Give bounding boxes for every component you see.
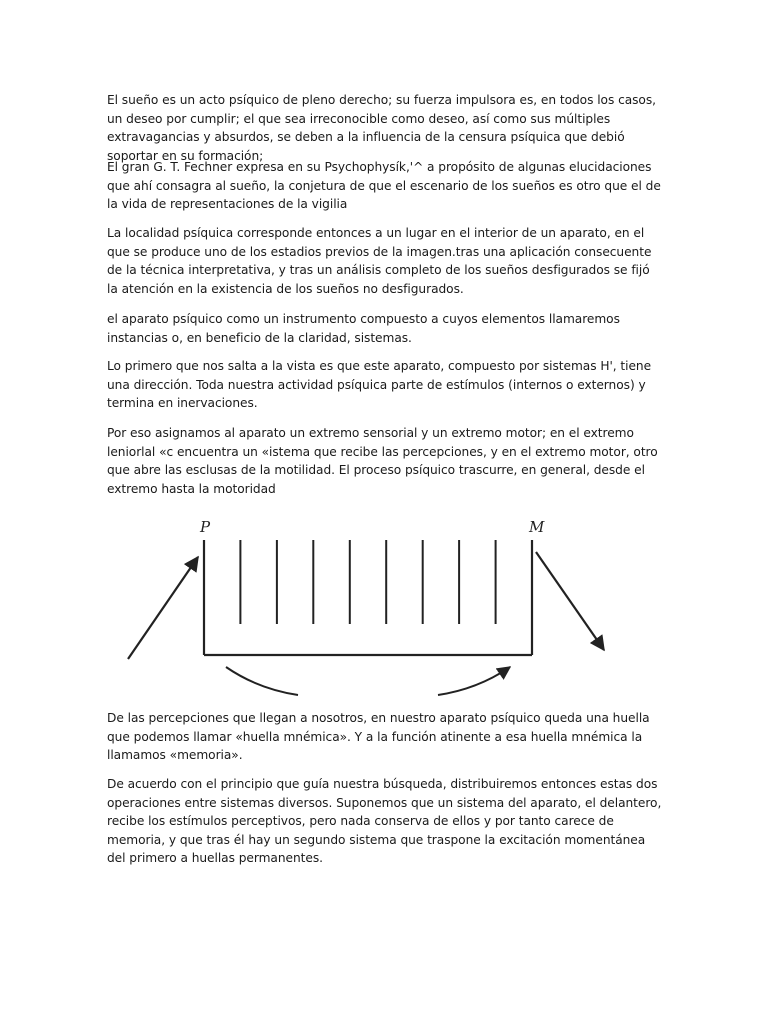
psychic-apparatus-diagram [118,512,618,697]
paragraph-2: El gran G. T. Fechner expresa en su Psychophysík,'^ a propósito de algunas elucidaciones que ahí consagra al sueño, la conjetura de que el escenario de los sueños es otro que el de la vida de representaciones de la vigilia [107,160,661,211]
paragraph-1: El sueño es un acto psíquico de pleno derecho; su fuerza impulsora es, en todos los casos, un deseo por cumplir; el que sea irreconocible como deseo, así como sus múltiples extravagancias y absurdos, se deben a la influencia de la censura psíquica que debió soportar en su formación; [107,93,656,163]
paragraph-7: De las percepciones que llegan a nosotros, en nuestro aparato psíquico queda una huella que podemos llamar «huella mnémica». Y a la función atinente a esa huella mnémica la llamamos «memoria». [107,711,650,762]
label-m: M [529,518,545,536]
diagram-svg [118,512,618,697]
paragraph-5: Lo primero que nos salta a la vista es que este aparato, compuesto por sistemas H', tiene una dirección. Toda nuestra actividad psíquica parte de estímulos (internos o externos) y termina en inervaciones. [107,359,652,410]
incoming-arrow [128,557,198,659]
paragraph-6: Por eso asignamos al aparato un extremo sensorial y un extremo motor; en el extremo leniorlal «c encuentra un «istema que recibe las percepciones, y en el extremo motor, otro que abre las esclusas de la motilidad. El proceso psíquico trascurre, en general, desde el extremo hasta la motoridad [107,426,658,496]
flow-arc-left [226,667,298,695]
paragraph-4: el aparato psíquico como un instrumento compuesto a cuyos elementos llamaremos instancias o, en beneficio de la claridad, sistemas. [107,312,620,345]
inner-system-lines [240,540,495,624]
outgoing-arrow [536,552,604,650]
paragraph-3: La localidad psíquica corresponde entonces a un lugar en el interior de un aparato, en el que se produce uno de los estadios previos de la imagen.tras una aplicación consecuente de la técnica interpretativa, y tras un análisis completo de los sueños desfigurados se fijó la atención en la existencia de los sueños no desfigurados. [107,226,652,296]
paragraph-8: De acuerdo con el principio que guía nuestra búsqueda, distribuiremos entonces estas dos operaciones entre sistemas diversos. Suponemos que un sistema del aparato, el delantero, recibe los estímulos perceptivos, pero nada conserva de ellos y por tanto carece de memoria, y que tras él hay un segundo sistema que traspone la excitación momentánea del primero a huellas permanentes. [107,777,662,865]
label-p: P [200,518,211,536]
flow-arc-right [438,667,510,695]
